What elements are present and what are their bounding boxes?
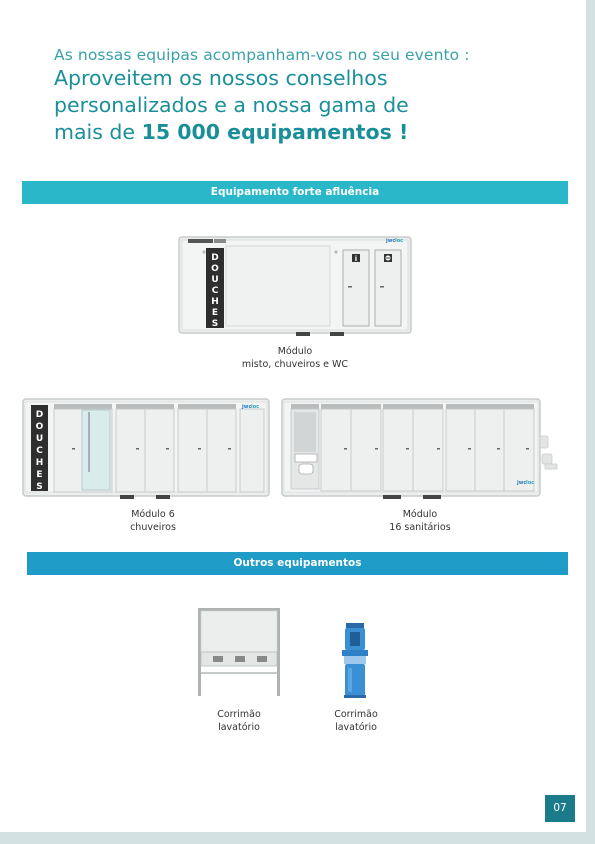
caption-line: 16 sanitários bbox=[389, 521, 451, 533]
page-number: 07 bbox=[545, 795, 575, 822]
brand-logo-part: loc bbox=[395, 238, 404, 244]
intro-line-4-prefix: mais de bbox=[54, 120, 142, 144]
douches-sign-letter: O bbox=[211, 264, 219, 274]
caption-line: Módulo bbox=[277, 346, 313, 357]
brand-logo-part: loc bbox=[251, 404, 260, 410]
caption-showers-module bbox=[103, 509, 203, 534]
intro-highlight: 15 000 equipamentos ! bbox=[141, 120, 409, 144]
caption-sanitary-module bbox=[370, 509, 470, 534]
handwash-trough-illustration bbox=[197, 608, 281, 696]
douches-sign-letter: D bbox=[35, 410, 44, 420]
section-banner-other-equipment: Outros equipamentos bbox=[27, 552, 568, 575]
douches-sign-letter: D bbox=[211, 253, 219, 263]
douches-sign-letter: H bbox=[35, 458, 44, 468]
brand-logo-part: jwc bbox=[242, 404, 252, 410]
douches-sign-letter: O bbox=[35, 422, 44, 432]
caption-line: chuveiros bbox=[130, 521, 176, 533]
sanitary-module-illustration bbox=[281, 398, 557, 500]
douches-sign-letter: H bbox=[211, 297, 219, 307]
handwash-station-illustration bbox=[341, 622, 369, 698]
caption-handwash-station bbox=[315, 709, 397, 734]
douches-sign-letter: E bbox=[36, 470, 43, 480]
brand-logo-part: jwc bbox=[386, 238, 396, 244]
caption-handwash-trough bbox=[198, 709, 280, 734]
douches-sign-letter: S bbox=[36, 482, 43, 492]
intro-line-1: As nossas equipas acompanham-vos no seu evento : bbox=[54, 46, 470, 64]
douches-sign-letter: C bbox=[211, 286, 219, 296]
intro-line-2: Aproveitem os nossos conselhos bbox=[54, 66, 388, 90]
intro-line-3: personalizados e a nossa gama de bbox=[54, 93, 409, 117]
section-banner-high-attendance: Equipamento forte afluência bbox=[22, 181, 568, 204]
caption-line: lavatório bbox=[335, 721, 377, 733]
douches-sign-letter: C bbox=[36, 446, 43, 456]
brand-logo-part: jwc bbox=[517, 480, 527, 486]
intro-line-4 bbox=[54, 119, 470, 146]
douches-sign-letter: S bbox=[211, 319, 219, 329]
douches-sign-letter: U bbox=[35, 434, 44, 444]
caption-line: Módulo 6 bbox=[131, 509, 175, 520]
caption-line: misto, chuveiros e WC bbox=[241, 358, 349, 370]
brand-logo-part: loc bbox=[526, 480, 535, 486]
caption-line: Módulo bbox=[402, 509, 438, 520]
info-symbol: i bbox=[354, 255, 358, 263]
caption-line: Corrimão bbox=[217, 709, 261, 720]
mixed-module-illustration bbox=[178, 236, 412, 338]
caption-line: Corrimão bbox=[334, 709, 378, 720]
douches-sign-letter: U bbox=[211, 275, 219, 285]
caption-line: lavatório bbox=[218, 721, 260, 733]
douches-sign-letter: E bbox=[211, 308, 219, 318]
showers-module-illustration bbox=[22, 398, 270, 500]
intro-heading bbox=[54, 46, 470, 146]
caption-mixed-module bbox=[230, 346, 360, 371]
